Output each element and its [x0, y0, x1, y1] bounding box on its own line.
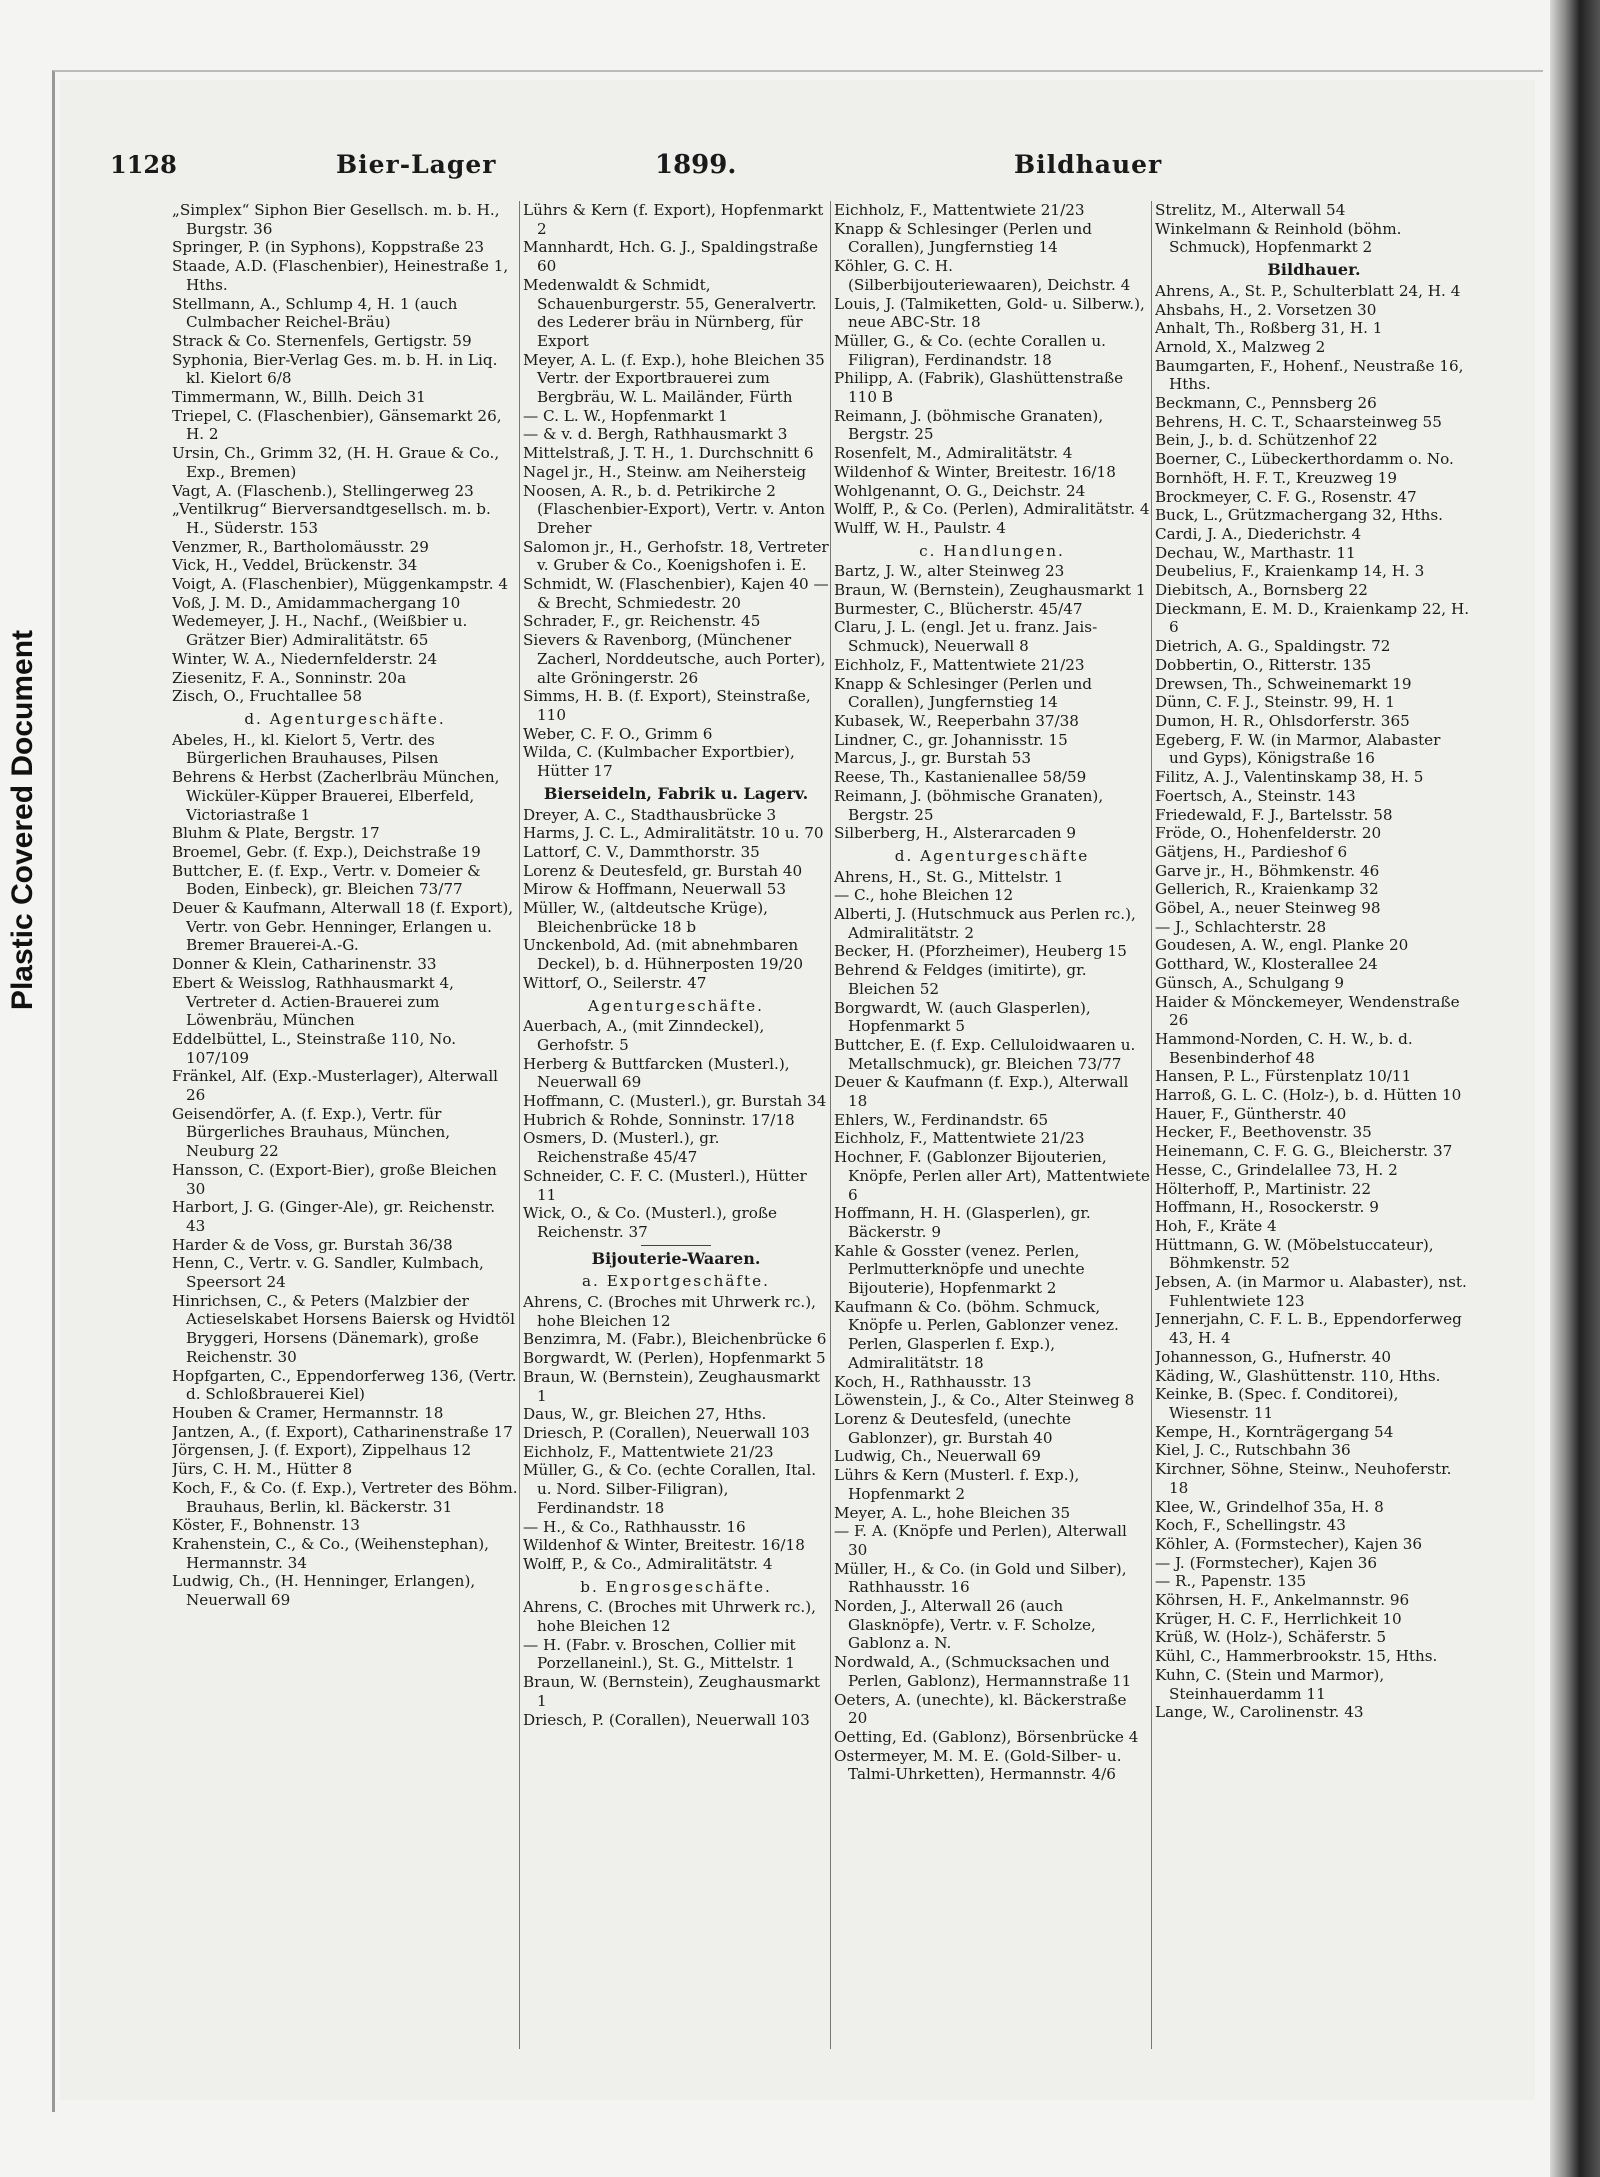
directory-entry: Ludwig, Ch., (H. Henninger, Erlangen), Neuerwall 69: [172, 1572, 476, 1610]
directory-entry: Hölterhoff, P., Martinistr. 22: [1155, 1179, 1371, 1198]
directory-entry: Salomon jr., H., Gerhofstr. 18, Vertreter v. Gruber & Co., Koenigshofen i. E.: [523, 537, 829, 575]
directory-entry: Marcus, J., gr. Burstah 53: [834, 749, 1032, 768]
directory-entry: — F. A. (Knöpfe und Perlen), Alterwall 30: [834, 1522, 1127, 1559]
directory-entry: Ahrens, C. (Broches mit Uhrwerk rc.), hohe Bleichen 12: [523, 1598, 817, 1636]
directory-entry: Staade, A.D. (Flaschenbier), Heinestraße 1, Hths.: [172, 257, 509, 294]
directory-entry: Unckenbold, Ad. (mit abnehmbaren Deckel), b. d. Hühnerposten 19/20: [523, 936, 804, 974]
directory-entry: Alberti, J. (Hutschmuck aus Perlen rc.), Admiralitätstr. 2: [834, 905, 1136, 942]
directory-entry: Cardi, J. A., Diederichstr. 4: [1155, 524, 1362, 543]
plastic-covered-text: Plastic Covered Document: [6, 629, 39, 1011]
directory-entry: Johannesson, G., Hufnerstr. 40: [1155, 1347, 1392, 1366]
directory-entry: Rosenfelt, M., Admiralitätstr. 4: [834, 444, 1073, 463]
directory-entry: Strelitz, M., Alterwall 54: [1155, 201, 1346, 219]
directory-entry: Lattorf, C. V., Dammthorstr. 35: [523, 842, 760, 861]
directory-entry: Geisendörfer, A. (f. Exp.), Vertr. für Bürgerliches Brauhaus, München, Neuburg 22: [172, 1104, 451, 1161]
directory-entry: Arnold, X., Malzweg 2: [1155, 337, 1326, 356]
directory-entry: Knapp & Schlesinger (Perlen und Corallen), Jungfernstieg 14: [834, 219, 1093, 257]
subsection-heading: d. Agenturgeschäfte: [894, 846, 1090, 865]
directory-entry: Köhrsen, H. F., Ankelmannstr. 96: [1155, 1591, 1410, 1610]
directory-entry: Schneider, C. F. C. (Musterl.), Hütter 11: [523, 1166, 807, 1204]
directory-entry: Bartz, J. W., alter Steinweg 23: [834, 562, 1065, 581]
directory-entry: Behrend & Feldges (imitirte), gr. Bleichen 52: [834, 961, 1087, 998]
directory-entry: Gotthard, W., Klosterallee 24: [1155, 955, 1378, 974]
directory-entry: Kahle & Gosster (venez. Perlen, Perlmutterknöpfe und unechte Bijouterie), Hopfenmarkt 2: [834, 1241, 1085, 1298]
directory-entry: — J., Schlachterstr. 28: [1155, 917, 1327, 936]
directory-entry: Donner & Klein, Catharinenstr. 33: [172, 955, 437, 974]
directory-entry: Mirow & Hoffmann, Neuerwall 53: [523, 880, 787, 899]
directory-entry: Borgwardt, W. (Perlen), Hopfenmarkt 5: [523, 1349, 826, 1368]
directory-entry: Harder & de Voss, gr. Burstah 36/38: [172, 1235, 453, 1254]
directory-entry: Meyer, A. L. (f. Exp.), hohe Bleichen 35 Vertr. der Exportbrauerei zum Bergbräu, W. L. Mailänder, Fürth: [523, 350, 825, 407]
directory-entry: Köster, F., Bohnenstr. 13: [172, 1516, 360, 1535]
directory-entry: Wildenhof & Winter, Breitestr. 16/18: [523, 1536, 805, 1555]
directory-entry: Nagel jr., H., Steinw. am Neihersteig: [523, 462, 807, 481]
directory-entry: Reese, Th., Kastanienallee 58/59: [834, 768, 1087, 787]
directory-entry: Bluhm & Plate, Bergstr. 17: [172, 824, 380, 843]
directory-entry: Wick, O., & Co. (Musterl.), große Reichenstr. 37: [523, 1204, 778, 1241]
directory-entry: Burmester, C., Blücherstr. 45/47: [834, 599, 1083, 618]
directory-entry: Hubrich & Rohde, Sonninstr. 17/18: [523, 1110, 795, 1129]
directory-entry: Gätjens, H., Pardieshof 6: [1155, 842, 1348, 861]
directory-entry: Kuhn, C. (Stein und Marmor), Steinhauerdamm 11: [1155, 1665, 1385, 1703]
directory-entry: Kirchner, Söhne, Steinw., Neuhoferstr. 18: [1155, 1460, 1452, 1497]
running-head-year: 1899.: [655, 150, 737, 180]
directory-entry: Hansen, P. L., Fürstenplatz 10/11: [1155, 1067, 1412, 1086]
directory-entry: — R., Papenstr. 135: [1155, 1572, 1307, 1591]
column-rule: [1151, 201, 1152, 2049]
directory-entry: Koch, H., Rathhausstr. 13: [834, 1372, 1032, 1391]
directory-entry: Zisch, O., Fruchtallee 58: [172, 687, 363, 706]
directory-entry: Ahsbahs, H., 2. Vorsetzen 30: [1155, 300, 1377, 319]
directory-entry: Norden, J., Alterwall 26 (auch Glasknöpfe), Vertr. v. F. Scholze, Gablonz a. N.: [834, 1597, 1096, 1653]
directory-entry: Wedemeyer, J. H., Nachf., (Weißbier u. Grätzer Bier) Admiralitätstr. 65: [172, 612, 468, 650]
directory-entry: Mannhardt, Hch. G. J., Spaldingstraße 60: [523, 238, 819, 276]
directory-entry: Hecker, F., Beethovenstr. 35: [1155, 1123, 1372, 1142]
directory-entry: Anhalt, Th., Roßberg 31, H. 1: [1155, 319, 1383, 338]
directory-entry: Oetting, Ed. (Gablonz), Börsenbrücke 4: [834, 1727, 1139, 1746]
directory-entry: Braun, W. (Bernstein), Zeughausmarkt 1: [523, 1367, 820, 1405]
directory-entry: Auerbach, A., (mit Zinndeckel), Gerhofstr. 5: [523, 1017, 765, 1054]
directory-entry: Dreyer, A. C., Stadthausbrücke 3: [523, 805, 777, 824]
directory-entry: Keinke, B. (Spec. f. Conditorei), Wiesenstr. 11: [1155, 1385, 1399, 1422]
directory-entry: Kühl, C., Hammerbrookstr. 15, Hths.: [1155, 1647, 1438, 1666]
directory-entry: Eichholz, F., Mattentwiete 21/23: [523, 1442, 774, 1461]
directory-entry: Lorenz & Deutesfeld, gr. Burstah 40: [523, 861, 803, 880]
directory-entry: Mittelstraß, J. T. H., 1. Durchschnitt 6: [523, 444, 814, 463]
subsection-heading: a. Exportgeschäfte.: [582, 1272, 770, 1291]
plastic-covered-label: [2, 560, 44, 1080]
directory-entry: Syphonia, Bier-Verlag Ges. m. b. H. in Liq. kl. Kielort 6/8: [172, 350, 498, 388]
directory-entry: — & v. d. Bergh, Rathhausmarkt 3: [523, 425, 788, 444]
directory-entry: Heinemann, C. F. G. G., Bleicherstr. 37: [1155, 1142, 1453, 1161]
directory-entry: Houben & Cramer, Hermannstr. 18: [172, 1404, 444, 1422]
subsection-heading: d. Agenturgeschäfte.: [244, 709, 446, 728]
directory-entry: Borgwardt, W. (auch Glasperlen), Hopfenmarkt 5: [834, 998, 1091, 1036]
directory-entry: Köhler, A. (Formstecher), Kajen 36: [1155, 1534, 1423, 1553]
directory-entry: — C. L. W., Hopfenmarkt 1: [523, 406, 728, 425]
directory-entry: Knapp & Schlesinger (Perlen und Corallen), Jungfernstieg 14: [834, 674, 1093, 712]
directory-entry: Harbort, J. G. (Ginger-Ale), gr. Reichenstr. 43: [172, 1198, 496, 1235]
directory-entry: Hoffmann, H. H. (Glasperlen), gr. Bäckerstr. 9: [834, 1204, 1091, 1241]
directory-entry: Eichholz, F., Mattentwiete 21/23: [834, 655, 1085, 674]
directory-entry: Driesch, P. (Corallen), Neuerwall 103: [523, 1424, 810, 1442]
directory-entry: Eddelbüttel, L., Steinstraße 110, No. 107/109: [172, 1029, 457, 1067]
directory-entry: Kiel, J. C., Rutschbahn 36: [1155, 1441, 1351, 1460]
directory-entry: Hoh, F., Kräte 4: [1155, 1216, 1277, 1235]
directory-entry: Lührs & Kern (Musterl. f. Exp.), Hopfenmarkt 2: [834, 1466, 1080, 1503]
directory-entry: Daus, W., gr. Bleichen 27, Hths.: [523, 1405, 767, 1424]
directory-entry: Harroß, G. L. C. (Holz-), b. d. Hütten 10: [1155, 1086, 1462, 1105]
directory-entry: Wilda, C. (Kulmbacher Exportbier), Hütter 17: [523, 743, 795, 781]
directory-entry: Winter, W. A., Niedernfelderstr. 24: [172, 649, 438, 668]
column-rule: [519, 201, 520, 2049]
directory-entry: Boerner, C., Lübeckerthordamm o. No.: [1155, 450, 1454, 469]
directory-entry: Lange, W., Carolinenstr. 43: [1155, 1703, 1364, 1722]
directory-entry: Dieckmann, E. M. D., Kraienkamp 22, H. 6: [1155, 599, 1470, 637]
directory-entry: Diebitsch, A., Bornsberg 22: [1155, 581, 1368, 600]
running-head-right: Bildhauer: [1014, 150, 1163, 179]
directory-entry: Hammond-Norden, C. H. W., b. d. Besenbinderhof 48: [1155, 1029, 1413, 1067]
directory-entry: Noosen, A. R., b. d. Petrikirche 2 (Flaschenbier-Export), Vertr. v. Anton Dreher: [523, 481, 826, 537]
directory-entry: Filitz, A. J., Valentinskamp 38, H. 5: [1155, 768, 1424, 787]
directory-entry: Deuer & Kaufmann, Alterwall 18 (f. Export), Vertr. von Gebr. Henninger, Erlangen u. Bremer Brauerei-A.-G.: [172, 899, 514, 955]
directory-entry: Buttcher, E. (f. Exp. Celluloidwaaren u. Metallschmuck), gr. Bleichen 73/77: [834, 1035, 1136, 1073]
directory-entry: Hauer, F., Güntherstr. 40: [1155, 1104, 1347, 1123]
directory-entry: Günsch, A., Schulgang 9: [1155, 973, 1344, 992]
directory-entry: Ostermeyer, M. M. E. (Gold-Silber- u. Talmi-Uhrketten), Hermannstr. 4/6: [834, 1746, 1122, 1784]
directory-entry: Fröde, O., Hohenfelderstr. 20: [1155, 824, 1382, 843]
directory-entry: Henn, C., Vertr. v. G. Sandler, Kulmbach, Speersort 24: [172, 1254, 484, 1292]
directory-entry: Jebsen, A. (in Marmor u. Alabaster), nst. Fuhlentwiete 123: [1155, 1273, 1467, 1310]
directory-entry: Löwenstein, J., & Co., Alter Steinweg 8: [834, 1391, 1135, 1410]
directory-entry: Bein, J., b. d. Schützenhof 22: [1155, 431, 1378, 450]
directory-entry: Wohlgenannt, O. G., Deichstr. 24: [834, 481, 1086, 500]
directory-entry: Klee, W., Grindelhof 35a, H. 8: [1155, 1497, 1384, 1516]
directory-entry: Müller, H., & Co. (in Gold und Silber), Rathhausstr. 16: [834, 1559, 1127, 1597]
directory-entry: — H., & Co., Rathhausstr. 16: [523, 1517, 746, 1536]
directory-entry: Herberg & Buttfarcken (Musterl.), Neuerwall 69: [523, 1054, 790, 1092]
directory-entry: Dobbertin, O., Ritterstr. 135: [1155, 655, 1372, 674]
directory-entry: Eichholz, F., Mattentwiete 21/23: [834, 1129, 1085, 1148]
directory-entry: Nordwald, A., (Schmucksachen und Perlen, Gablonz), Hermannstraße 11: [834, 1653, 1132, 1690]
directory-entry: Müller, G., & Co. (echte Corallen, Ital. u. Nord. Silber-Filigran), Ferdinandstr. 18: [523, 1461, 817, 1517]
page-header: [110, 150, 1235, 190]
directory-entry: Hesse, C., Grindelallee 73, H. 2: [1155, 1160, 1398, 1179]
directory-entry: Voß, J. M. D., Amidammachergang 10: [172, 593, 461, 612]
directory-entry: Wulff, W. H., Paulstr. 4: [834, 518, 1006, 537]
directory-entry: Ebert & Weisslog, Rathhausmarkt 4, Vertreter d. Actien-Brauerei zum Löwenbräu, München: [172, 973, 454, 1030]
directory-entry: Krahenstein, C., & Co., (Weihenstephan), Hermannstr. 34: [172, 1534, 489, 1572]
directory-entry: Hoffmann, C. (Musterl.), gr. Burstah 34: [523, 1092, 827, 1111]
directory-entry: Kubasek, W., Reeperbahn 37/38: [834, 711, 1079, 730]
directory-entry: Käding, W., Glashüttenstr. 110, Hths.: [1155, 1366, 1441, 1385]
directory-entry: Hansson, C. (Export-Bier), große Bleichen 30: [172, 1160, 497, 1198]
directory-entry: Vagt, A. (Flaschenb.), Stellingerweg 23: [172, 481, 474, 500]
directory-entry: Wildenhof & Winter, Breitestr. 16/18: [834, 462, 1116, 481]
directory-entry: Stellmann, A., Schlump 4, H. 1 (auch Culmbacher Reichel-Bräu): [172, 294, 458, 332]
directory-entry: Jennerjahn, C. F. L. B., Eppendorferweg 43, H. 4: [1155, 1310, 1462, 1348]
directory-entry: Friedewald, F. J., Bartelsstr. 58: [1155, 805, 1393, 824]
directory-entry: Ehlers, W., Ferdinandstr. 65: [834, 1110, 1049, 1129]
directory-entry: Meyer, A. L., hohe Bleichen 35: [834, 1503, 1071, 1522]
directory-entry: Simms, H. B. (f. Export), Steinstraße, 110: [523, 687, 811, 724]
directory-entry: Strack & Co. Sternenfels, Gertigstr. 59: [172, 331, 472, 350]
directory-entry: — C., hohe Bleichen 12: [834, 886, 1014, 905]
directory-entry: Fränkel, Alf. (Exp.-Musterlager), Alterwall 26: [172, 1067, 499, 1105]
directory-entry: — H. (Fabr. v. Broschen, Collier mit Porzellaneinl.), St. G., Mittelstr. 1: [523, 1635, 796, 1673]
section-heading: Bijouterie-Waaren.: [591, 1248, 761, 1268]
directory-entry: Harms, J. C. L., Admiralitätstr. 10 u. 70: [523, 824, 824, 843]
directory-entry: Wolff, P., & Co. (Perlen), Admiralitätstr. 4: [834, 500, 1150, 519]
scan-right-edge: [1550, 0, 1600, 2177]
directory-entry: Bornhöft, H. F. T., Kreuzweg 19: [1155, 468, 1397, 487]
directory-entry: Jörgensen, J. (f. Export), Zippelhaus 12: [172, 1441, 472, 1460]
directory-entry: Jantzen, A., (f. Export), Catharinenstraße 17: [172, 1422, 513, 1441]
directory-entry: Broemel, Gebr. (f. Exp.), Deichstraße 19: [172, 842, 481, 861]
directory-entry: Kempe, H., Kornträgergang 54: [1155, 1422, 1394, 1441]
directory-entry: Gellerich, R., Kraienkamp 32: [1155, 880, 1379, 899]
directory-entry: Dietrich, A. G., Spaldingstr. 72: [1155, 637, 1391, 656]
directory-entry: Weber, C. F. O., Grimm 6: [523, 724, 713, 743]
directory-entry: Dumon, H. R., Ohlsdorferstr. 365: [1155, 711, 1410, 730]
directory-entry: Voigt, A. (Flaschenbier), Müggenkampstr. 4: [172, 575, 509, 594]
directory-entry: Venzmer, R., Bartholomäusstr. 29: [172, 537, 429, 556]
directory-entry: Deubelius, F., Kraienkamp 14, H. 3: [1155, 562, 1425, 581]
directory-entry: Hochner, F. (Gablonzer Bijouterien, Knöpfe, Perlen aller Art), Mattentwiete 6: [834, 1148, 1150, 1204]
directory-entry: Winkelmann & Reinhold (böhm. Schmuck), Hopfenmarkt 2: [1155, 219, 1402, 257]
directory-entry: Hüttmann, G. W. (Möbelstuccateur), Böhmkenstr. 52: [1155, 1235, 1434, 1273]
directory-entry: Medenwaldt & Schmidt, Schauenburgerstr. 55, Generalvertr. des Lederer bräu in Nürnberg, für Export: [523, 275, 817, 350]
directory-entry: „Simplex“ Siphon Bier Gesellsch. m. b. H., Burgstr. 36: [172, 201, 500, 238]
directory-column-3: [834, 201, 1150, 2051]
section-heading: Bierseideln, Fabrik u. Lagerv.: [543, 783, 809, 803]
directory-entry: Philipp, A. (Fabrik), Glashüttenstraße 110 B: [834, 369, 1124, 407]
directory-entry: Krüß, W. (Holz-), Schäferstr. 5: [1155, 1628, 1387, 1647]
directory-entry: Koch, F., & Co. (f. Exp.), Vertreter des Böhm. Brauhaus, Berlin, kl. Bäckerstr. 31: [172, 1478, 518, 1516]
directory-entry: Hinrichsen, C., & Peters (Malzbier der Actieselskabet Horsens Baiersk og Hvidtöl Bryggeri, Horsens (Dänemark), große Reichenstr. 30: [172, 1291, 515, 1366]
directory-entry: Müller, W., (altdeutsche Krüge), Bleichenbrücke 18 b: [523, 899, 768, 936]
directory-entry: Reimann, J. (böhmische Granaten), Bergstr. 25: [834, 406, 1104, 444]
directory-column-1: [172, 201, 518, 2051]
directory-entry: Becker, H. (Pforzheimer), Heuberg 15: [834, 942, 1127, 961]
directory-entry: Behrens & Herbst (Zacherlbräu München, Wicküler-Küpper Brauerei, Elberfeld, Victoriastraße 1: [172, 768, 500, 824]
directory-entry: Braun, W. (Bernstein), Zeughausmarkt 1: [523, 1673, 820, 1710]
subsection-heading: b. Engrosgeschäfte.: [580, 1577, 772, 1596]
directory-entry: Lindner, C., gr. Johannisstr. 15: [834, 730, 1068, 749]
directory-entry: Göbel, A., neuer Steinweg 98: [1155, 899, 1381, 918]
directory-entry: Foertsch, A., Steinstr. 143: [1155, 786, 1356, 805]
directory-entry: Schrader, F., gr. Reichenstr. 45: [523, 612, 761, 631]
directory-entry: Benzimra, M. (Fabr.), Bleichenbrücke 6: [523, 1330, 827, 1349]
directory-entry: Eichholz, F., Mattentwiete 21/23: [834, 201, 1085, 219]
running-head-left: Bier-Lager: [336, 150, 497, 179]
directory-entry: Claru, J. L. (engl. Jet u. franz. Jais-Schmuck), Neuerwall 8: [834, 618, 1098, 656]
directory-entry: Lorenz & Deutesfeld, (unechte Gablonzer), gr. Burstah 40: [834, 1410, 1071, 1447]
directory-entry: Dechau, W., Marthastr. 11: [1155, 543, 1356, 562]
subsection-heading: c. Handlungen.: [919, 541, 1065, 560]
directory-column-2: [523, 201, 829, 2051]
section-heading: Bildhauer.: [1267, 260, 1361, 280]
directory-entry: Egeberg, F. W. (in Marmor, Alabaster und Gyps), Königstraße 16: [1155, 730, 1441, 768]
directory-entry: Brockmeyer, C. F. G., Rosenstr. 47: [1155, 487, 1417, 506]
directory-entry: Timmermann, W., Billh. Deich 31: [172, 388, 426, 407]
directory-entry: Baumgarten, F., Hohenf., Neustraße 16, Hths.: [1155, 356, 1464, 394]
subsection-heading: Agenturgeschäfte.: [588, 996, 764, 1015]
directory-entry: Müller, G., & Co. (echte Corallen u. Filigran), Ferdinandstr. 18: [834, 331, 1106, 369]
directory-entry: „Ventilkrug“ Bierversandtgesellsch. m. b. H., Süderstr. 153: [172, 500, 491, 537]
directory-entry: Vick, H., Veddel, Brückenstr. 34: [172, 556, 418, 575]
directory-entry: Osmers, D. (Musterl.), gr. Reichenstraße 45/47: [523, 1129, 720, 1167]
directory-entry: Goudesen, A. W., engl. Planke 20: [1155, 936, 1409, 955]
directory-entry: Hoffmann, H., Rosockerstr. 9: [1155, 1198, 1379, 1217]
directory-entry: Koch, F., Schellingstr. 43: [1155, 1516, 1346, 1535]
directory-entry: — J. (Formstecher), Kajen 36: [1155, 1553, 1378, 1572]
directory-entry: Ahrens, C. (Broches mit Uhrwerk rc.), hohe Bleichen 12: [523, 1293, 817, 1330]
directory-entry: Kaufmann & Co. (böhm. Schmuck, Knöpfe u. Perlen, Gablonzer venez. Perlen, Glasperlen f. Exp.), Admiralitätstr. 18: [834, 1297, 1119, 1372]
directory-entry: Louis, J. (Talmiketten, Gold- u. Silberw.), neue ABC-Str. 18: [834, 294, 1145, 332]
directory-entry: Jürs, C. H. M., Hütter 8: [172, 1460, 353, 1479]
directory-entry: Dünn, C. F. J., Steinstr. 99, H. 1: [1155, 693, 1395, 712]
directory-entry: Hopfgarten, C., Eppendorferweg 136, (Vertr. d. Schloßbrauerei Kiel): [172, 1366, 517, 1404]
directory-entry: Abeles, H., kl. Kielort 5, Vertr. des Bürgerlichen Brauhauses, Pilsen: [172, 730, 439, 768]
directory-entry: Ahrens, A., St. P., Schulterblatt 24, H. 4: [1155, 281, 1461, 300]
directory-entry: Triepel, C. (Flaschenbier), Gänsemarkt 26, H. 2: [172, 406, 502, 444]
directory-entry: Ursin, Ch., Grimm 32, (H. H. Graue & Co., Exp., Bremen): [172, 444, 500, 481]
directory-entry: Springer, P. (in Syphons), Koppstraße 23: [172, 238, 484, 257]
directory-column-4: [1155, 201, 1473, 2051]
divider-rule: [641, 1245, 711, 1246]
column-rule: [830, 201, 831, 2049]
directory-entry: Behrens, H. C. T., Schaarsteinweg 55: [1155, 412, 1442, 431]
directory-entry: Silberberg, H., Alsterarcaden 9: [834, 824, 1076, 843]
directory-entry: Drewsen, Th., Schweinemarkt 19: [1155, 674, 1412, 693]
directory-entry: Wittorf, O., Seilerstr. 47: [523, 973, 707, 992]
directory-entry: Ludwig, Ch., Neuerwall 69: [834, 1447, 1041, 1466]
directory-entry: Lührs & Kern (f. Export), Hopfenmarkt 2: [523, 201, 824, 238]
directory-entry: Wolff, P., & Co., Admiralitätstr. 4: [523, 1554, 773, 1573]
directory-entry: Ziesenitz, F. A., Sonninstr. 20a: [172, 668, 407, 687]
directory-entry: Braun, W. (Bernstein), Zeughausmarkt 1: [834, 581, 1146, 600]
directory-entry: Haider & Mönckemeyer, Wendenstraße 26: [1155, 992, 1460, 1030]
directory-entry: Driesch, P. (Corallen), Neuerwall 103: [523, 1710, 810, 1729]
directory-entry: Köhler, G. C. H. (Silberbijouteriewaaren), Deichstr. 4: [834, 257, 1131, 294]
directory-entry: Schmidt, W. (Flaschenbier), Kajen 40 — & Brecht, Schmiedestr. 20: [523, 575, 829, 612]
directory-entry: Beckmann, C., Pennsberg 26: [1155, 394, 1377, 413]
directory-entry: Garve jr., H., Böhmkenstr. 46: [1155, 861, 1380, 880]
directory-entry: Krüger, H. C. F., Herrlichkeit 10: [1155, 1609, 1402, 1628]
directory-entry: Reimann, J. (böhmische Granaten), Bergstr. 25: [834, 786, 1104, 824]
directory-entry: Sievers & Ravenborg, (Münchener Zacherl, Norddeutsche, auch Porter), alte Gröningerstr. 26: [523, 631, 826, 687]
directory-entry: Deuer & Kaufmann (f. Exp.), Alterwall 18: [834, 1073, 1129, 1111]
directory-entry: Ahrens, H., St. G., Mittelstr. 1: [834, 867, 1064, 886]
directory-entry: Buttcher, E. (f. Exp., Vertr. v. Domeier & Boden, Einbeck), gr. Bleichen 73/77: [172, 861, 481, 899]
page-number: 1128: [110, 150, 177, 179]
directory-entry: Oeters, A. (unechte), kl. Bäckerstraße 20: [834, 1690, 1127, 1728]
directory-entry: Buck, L., Grützmachergang 32, Hths.: [1155, 506, 1443, 525]
